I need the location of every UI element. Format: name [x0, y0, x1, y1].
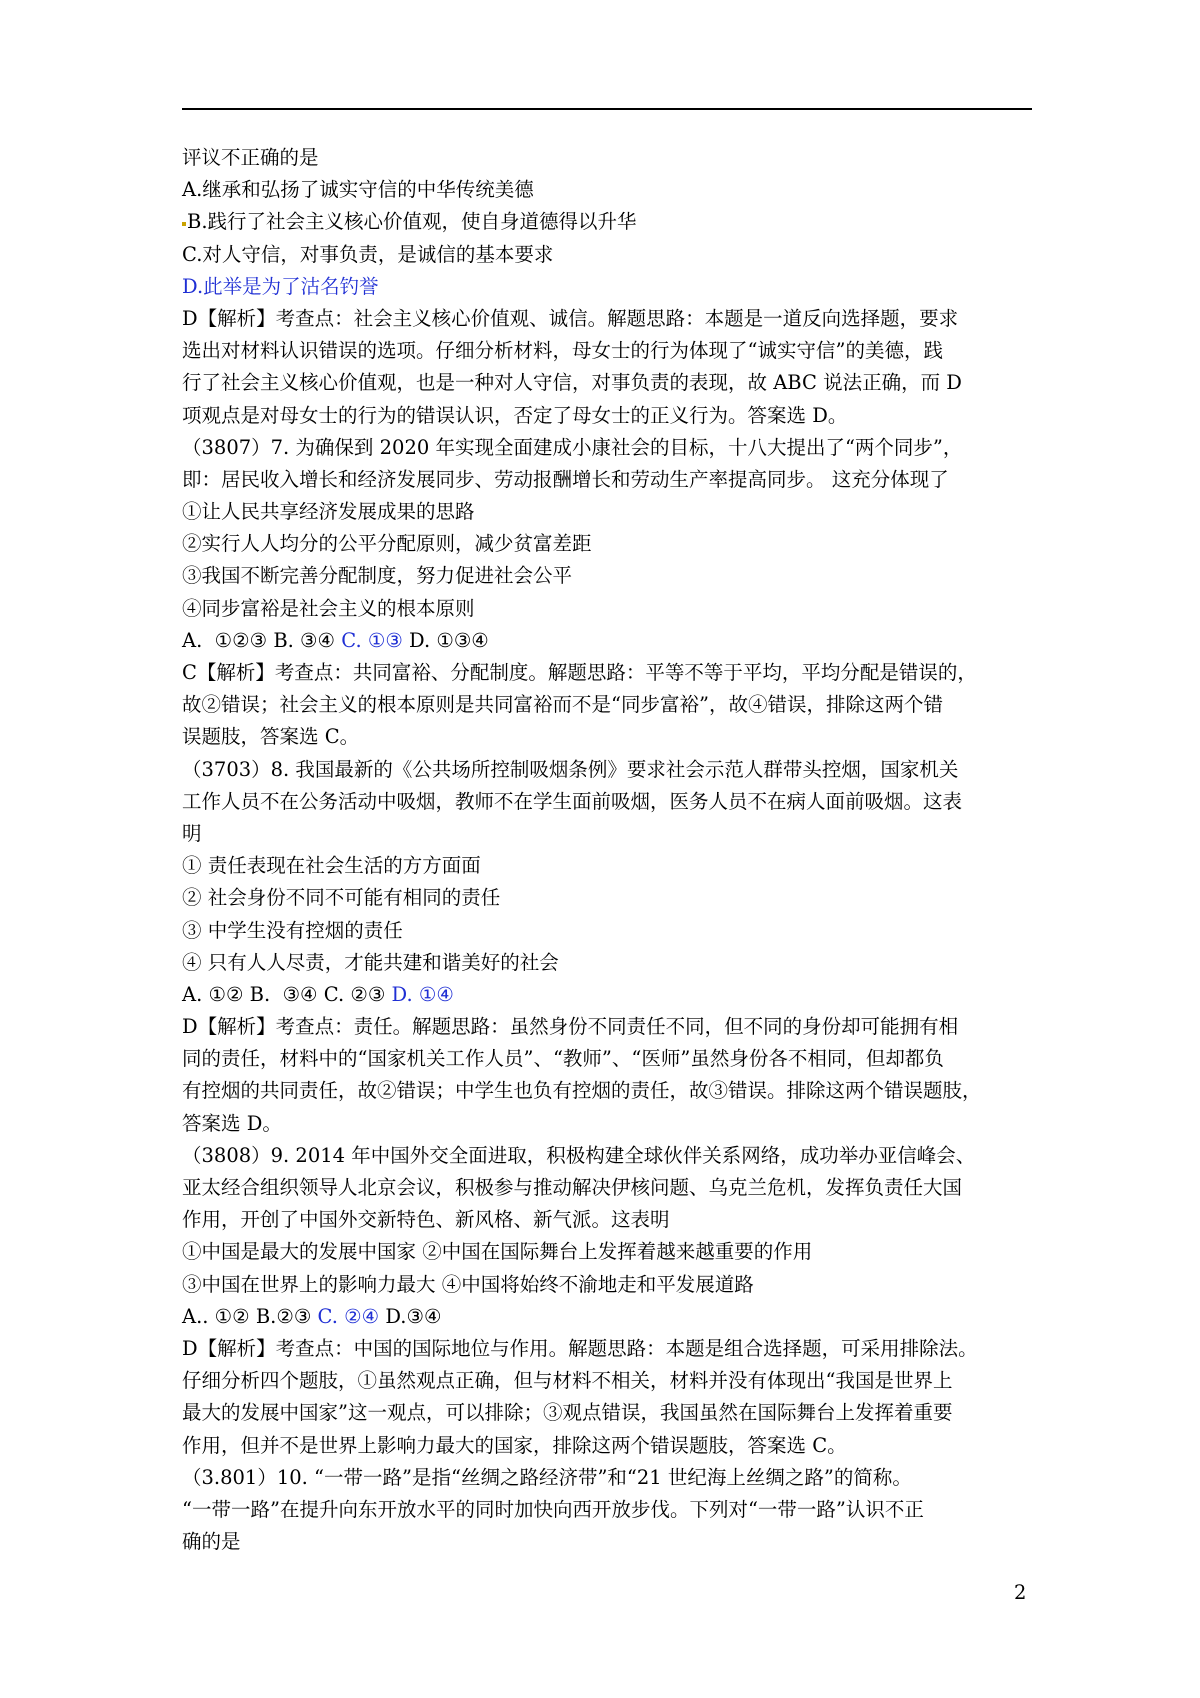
option-a: A.继承和弘扬了诚实守信的中华传统美德 [182, 178, 534, 202]
question-stem: 作用，开创了中国外交新特色、新风格、新气派。这表明 [182, 1208, 670, 1232]
analysis-line: 同的责任，材料中的“国家机关工作人员”、“教师”、“医师”虽然身份各不相同，但却都负 [182, 1047, 944, 1071]
answer-choices: A. ①② B. ③④ C. ②③ D. ①④ [182, 982, 454, 1006]
question-item: ① 责任表现在社会生活的方方面面 [182, 854, 481, 878]
question-stem: 明 [182, 821, 202, 845]
analysis-line: 误题肢，答案选 C。 [182, 725, 360, 749]
analysis-line: 答案选 D。 [182, 1111, 282, 1135]
highlighted-choice: D. ①④ [391, 982, 454, 1006]
analysis-line: 仔细分析四个题肢，①虽然观点正确，但与材料不相关，材料并没有体现出“我国是世界上 [182, 1369, 953, 1393]
question-fragment: 评议不正确的是 [182, 146, 319, 169]
analysis-line: D【解析】考查点：中国的国际地位与作用。解题思路：本题是组合选择题，可采用排除法。 [182, 1336, 978, 1360]
analysis-line: C【解析】考查点：共同富裕、分配制度。解题思路：平等不等于平均，平均分配是错误的， [182, 661, 977, 684]
answer-choices: A.. ①② B.②③ C. ②④ D.③④ [182, 1304, 442, 1328]
question-item: ①让人民共享经济发展成果的思路 [182, 500, 475, 524]
question-stem: 工作人员不在公务活动中吸烟，教师不在学生面前吸烟，医务人员不在病人面前吸烟。这表 [182, 789, 963, 813]
header-rule [182, 108, 1032, 110]
question-item: ③中国在世界上的影响力最大 ④中国将始终不渝地走和平发展道路 [182, 1272, 754, 1296]
analysis-line: 作用，但并不是世界上影响力最大的国家，排除这两个错误题肢，答案选 C。 [182, 1433, 847, 1457]
question-stem: 确的是 [182, 1530, 241, 1554]
question-item: ①中国是最大的发展中国家 ②中国在国际舞台上发挥着越来越重要的作用 [182, 1240, 813, 1264]
question-item: ②实行人人均分的公平分配原则，减少贫富差距 [182, 532, 592, 556]
anchor-mark-icon [182, 222, 186, 226]
analysis-line: 选出对材料认识错误的选项。仔细分析材料，母女士的行为体现了“诚实守信”的美德，践 [182, 339, 943, 363]
analysis-line: 有控烟的共同责任，故②错误；中学生也负有控烟的责任，故③错误。排除这两个错误题肢， [182, 1079, 982, 1103]
question-item: ④ 只有人人尽责，才能共建和谐美好的社会 [182, 950, 559, 974]
analysis-line: D【解析】考查点：社会主义核心价值观、诚信。解题思路：本题是一道反向选择题，要求 [182, 306, 959, 330]
option-b: B.践行了社会主义核心价值观，使自身道德得以升华 [182, 206, 1042, 238]
question-item: ② 社会身份不同不可能有相同的责任 [182, 886, 501, 910]
question-stem: （3.801）10. “一带一路”是指“丝绸之路经济带”和“21 世纪海上丝绸之路”的简称。 [182, 1465, 912, 1489]
question-stem: 即：居民收入增长和经济发展同步、劳动报酬增长和劳动生产率提高同步。 这充分体现了 [182, 467, 949, 491]
page-content [182, 142, 1042, 1558]
answer-choices: A. ①②③ B. ③④ C. ①③ D. ①③④ [182, 628, 489, 652]
page-number: 2 [1014, 1581, 1027, 1604]
question-stem: （3703）8. 我国最新的《公共场所控制吸烟条例》要求社会示范人群带头控烟，国家机关 [182, 757, 959, 781]
highlighted-choice: C. ②④ [317, 1304, 380, 1328]
question-stem: （3807）7. 为确保到 2020 年实现全面建成小康社会的目标，十八大提出了“两个同步”， [182, 435, 963, 459]
analysis-line: D【解析】考查点：责任。解题思路：虽然身份不同责任不同，但不同的身份却可能拥有相 [182, 1015, 959, 1039]
analysis-line: 行了社会主义核心价值观，也是一种对人守信，对事负责的表现，故 ABC 说法正确，而 D [182, 371, 962, 395]
analysis-line: 故②错误；社会主义的根本原则是共同富裕而不是“同步富裕”，故④错误，排除这两个错 [182, 693, 943, 717]
question-stem: “一带一路”在提升向东开放水平的同时加快向西开放步伐。下列对“一带一路”认识不正 [182, 1497, 924, 1521]
question-stem: （3808）9. 2014 年中国外交全面进取，积极构建全球伙伴关系网络，成功举办亚信峰会、 [182, 1143, 976, 1167]
option-c: C.对人守信，对事负责，是诚信的基本要求 [182, 242, 554, 266]
question-item: ④同步富裕是社会主义的根本原则 [182, 596, 475, 620]
analysis-line: 项观点是对母女士的行为的错误认识，否定了母女士的正义行为。答案选 D。 [182, 403, 848, 427]
analysis-line: 最大的发展中国家”这一观点，可以排除；③观点错误，我国虽然在国际舞台上发挥着重要 [182, 1401, 953, 1425]
question-item: ③我国不断完善分配制度，努力促进社会公平 [182, 564, 573, 588]
question-stem: 亚太经合组织领导人北京会议，积极参与推动解决伊核问题、乌克兰危机，发挥负责任大国 [182, 1176, 963, 1199]
question-item: ③ 中学生没有控烟的责任 [182, 918, 403, 942]
option-d: D.此举是为了沽名钓誉 [182, 274, 379, 298]
highlighted-choice: C. ①③ [341, 628, 403, 652]
